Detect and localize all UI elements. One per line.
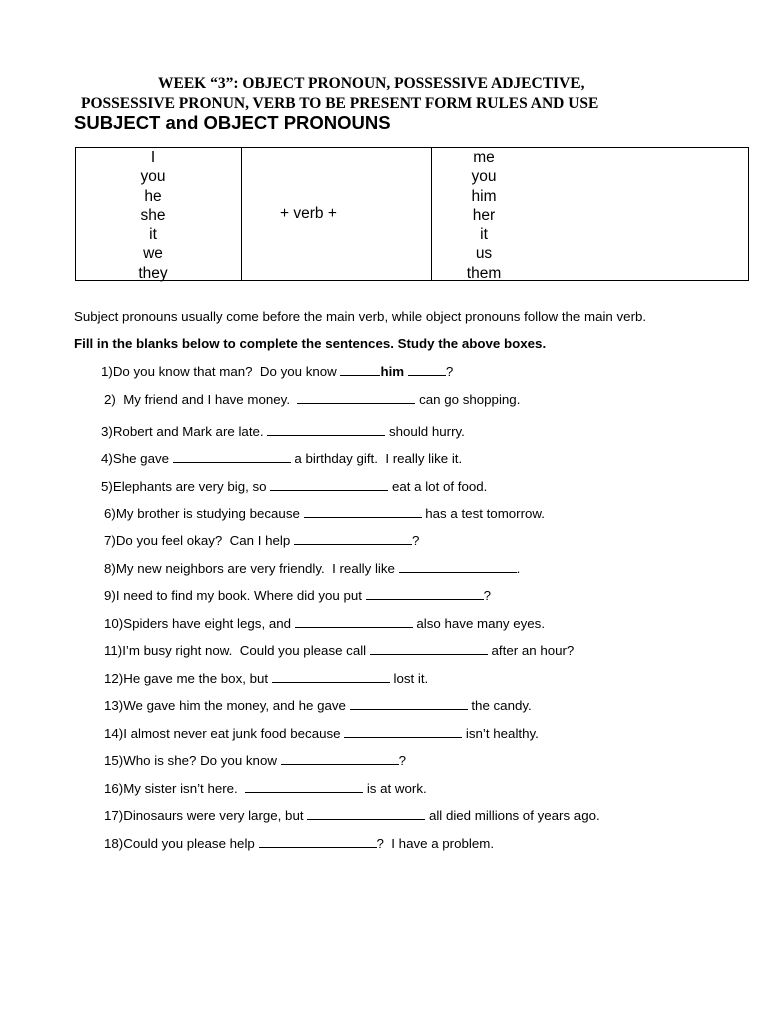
question-text-before: Do you feel okay? Can I help <box>115 533 294 548</box>
question-text-after: has a test tomorrow. <box>421 506 545 521</box>
object-pronoun: him <box>471 187 497 205</box>
question-text-before: Who is she? Do you know <box>123 753 281 768</box>
exercise-instruction: Fill in the blanks below to complete the sentences. Study the above boxes. <box>74 336 547 351</box>
question-item <box>104 698 532 713</box>
question-text-after: ? <box>483 588 492 603</box>
answer-blank[interactable] <box>370 643 488 655</box>
object-pronoun-list <box>432 148 536 283</box>
question-text-before: Dinosaurs were very large, but <box>123 808 308 823</box>
rule-note: Subject pronouns usually come before the main verb, while object pronouns follow the main verb. <box>74 309 647 324</box>
answer-blank[interactable] <box>408 364 446 376</box>
question-number: 12) <box>104 671 124 686</box>
question-item <box>101 479 487 494</box>
question-item <box>104 836 494 851</box>
question-item <box>104 726 539 741</box>
verb-label: + verb + <box>280 205 337 222</box>
subject-pronoun: I <box>150 149 156 166</box>
question-number: 9) <box>104 588 116 603</box>
question-item <box>104 808 600 823</box>
object-pronoun: them <box>466 264 502 282</box>
question-text-after: ? <box>411 533 420 548</box>
question-item <box>104 392 520 407</box>
question-text-after: lost it. <box>389 671 429 686</box>
example-answer: him <box>380 364 405 379</box>
question-number: 3) <box>101 424 113 439</box>
question-number: 7) <box>104 533 116 548</box>
question-item <box>101 364 453 379</box>
question-text-after: can go shopping. <box>415 392 521 407</box>
object-pronoun: me <box>473 149 495 166</box>
answer-blank[interactable] <box>307 808 425 820</box>
subject-pronoun: he <box>144 187 162 205</box>
subject-pronoun: she <box>140 206 166 224</box>
question-text-after: after an hour? <box>487 643 575 658</box>
question-text-before: My sister isn’t here. <box>123 781 246 796</box>
question-item <box>104 616 545 631</box>
question-item <box>104 588 491 603</box>
object-pronoun: her <box>472 206 496 224</box>
answer-blank[interactable] <box>259 836 377 848</box>
question-text-after: the candy. <box>467 698 532 713</box>
question-text-before: My friend and I have money. <box>123 392 298 407</box>
pronoun-table <box>75 147 749 281</box>
subject-pronoun: you <box>140 168 166 186</box>
answer-blank[interactable] <box>297 392 415 404</box>
question-item <box>104 781 427 796</box>
answer-blank[interactable] <box>270 479 388 491</box>
question-number: 18) <box>104 836 124 851</box>
answer-blank[interactable] <box>366 588 484 600</box>
question-text-before: Do you know that man? Do you know <box>112 364 341 379</box>
question-text-before: I’m busy right now. Could you please call <box>122 643 370 658</box>
question-item <box>104 506 545 521</box>
question-text-after: a birthday gift. I really like it. <box>290 451 463 466</box>
worksheet-title <box>0 74 768 114</box>
question-number: 15) <box>104 753 124 768</box>
question-text-after: eat a lot of food. <box>388 479 488 494</box>
question-item <box>104 533 419 548</box>
question-number: 4) <box>101 451 113 466</box>
answer-blank[interactable] <box>294 533 412 545</box>
object-pronoun: it <box>480 226 488 244</box>
question-number: 6) <box>104 506 116 521</box>
question-text-after: ? <box>445 364 454 379</box>
question-number: 14) <box>104 726 124 741</box>
answer-blank[interactable] <box>340 364 380 376</box>
object-pronoun-column <box>432 148 748 280</box>
question-item <box>104 561 520 576</box>
answer-blank[interactable] <box>344 726 462 738</box>
question-text-after: ? I have a problem. <box>376 836 495 851</box>
question-number: 1) <box>101 364 113 379</box>
question-text-after: should hurry. <box>385 424 465 439</box>
question-number: 10) <box>104 616 124 631</box>
question-item <box>104 671 428 686</box>
question-text-before: I almost never eat junk food because <box>123 726 345 741</box>
question-text-before: He gave me the box, but <box>123 671 272 686</box>
question-number: 13) <box>104 698 124 713</box>
title-line-2: POSSESSIVE PRONUN, VERB TO BE PRESENT FORM RULES AND USE <box>81 95 599 112</box>
question-item <box>101 451 462 466</box>
answer-blank[interactable] <box>350 698 468 710</box>
title-line-1: WEEK “3”: OBJECT PRONOUN, POSSESSIVE ADJECTIVE, <box>158 75 585 92</box>
question-text-before: We gave him the money, and he gave <box>123 698 350 713</box>
question-text-before: I need to find my book. Where did you put <box>115 588 366 603</box>
answer-blank[interactable] <box>272 671 390 683</box>
question-text-before: My brother is studying because <box>115 506 304 521</box>
section-heading: SUBJECT and OBJECT PRONOUNS <box>74 112 391 133</box>
object-pronoun: you <box>471 168 497 186</box>
answer-blank[interactable] <box>173 451 291 463</box>
answer-blank[interactable] <box>245 781 363 793</box>
subject-pronoun-list <box>57 148 249 283</box>
answer-blank[interactable] <box>304 506 422 518</box>
question-text-after: . <box>516 561 521 576</box>
question-number: 2) <box>104 392 124 407</box>
question-item <box>104 643 574 658</box>
question-text-before: She gave <box>112 451 173 466</box>
question-number: 5) <box>101 479 113 494</box>
answer-blank[interactable] <box>267 424 385 436</box>
answer-blank[interactable] <box>281 753 399 765</box>
question-number: 17) <box>104 808 124 823</box>
subject-pronoun-column <box>76 148 242 280</box>
question-text-after: all died millions of years ago. <box>425 808 600 823</box>
answer-blank[interactable] <box>295 616 413 628</box>
verb-column <box>242 148 432 280</box>
subject-pronoun: it <box>149 226 157 244</box>
question-text-after: ? <box>398 753 407 768</box>
question-number: 11) <box>104 643 123 658</box>
question-text-before: My new neighbors are very friendly. I really like <box>115 561 399 576</box>
question-text-after: is at work. <box>363 781 427 796</box>
question-text-before: Robert and Mark are late. <box>112 424 268 439</box>
question-number: 8) <box>104 561 116 576</box>
subject-pronoun: they <box>138 264 168 282</box>
answer-blank[interactable] <box>399 561 517 573</box>
question-text-after: also have many eyes. <box>412 616 546 631</box>
question-item <box>104 753 406 768</box>
object-pronoun: us <box>475 245 493 263</box>
question-item <box>101 424 465 439</box>
subject-pronoun: we <box>143 245 163 263</box>
question-text-before: Could you please help <box>123 836 259 851</box>
question-text-after: isn’t healthy. <box>462 726 539 741</box>
question-text-before: Spiders have eight legs, and <box>123 616 295 631</box>
question-number: 16) <box>104 781 124 796</box>
question-text-before: Elephants are very big, so <box>112 479 271 494</box>
